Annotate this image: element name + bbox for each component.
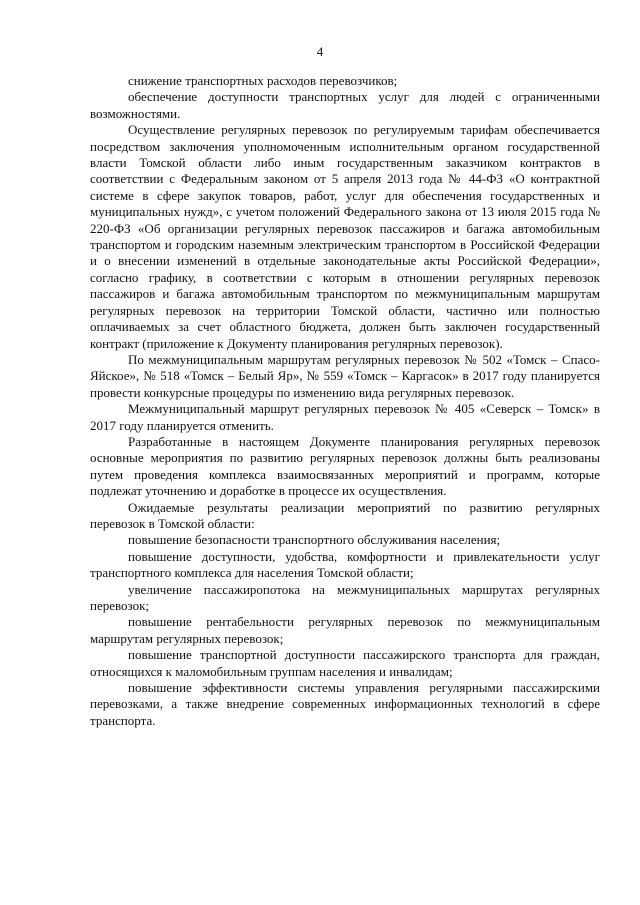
list-item: повышение безопасности транспортного обслуживания населения; <box>128 532 501 548</box>
document-body <box>90 73 600 729</box>
list-item: повышение транспортной доступности пассажирского транспорта для граждан, относящихся к маломобильным группам населения и инвалидам; <box>90 647 600 679</box>
paragraph: Ожидаемые результаты реализации мероприятий по развитию регулярных перевозок в Томской области: <box>90 499 600 531</box>
list-item: повышение доступности, удобства, комфортности и привлекательности услуг транспортного комплекса для населения Томской области; <box>90 548 600 581</box>
paragraph: Межмуниципальный маршрут регулярных перевозок № 405 «Северск – Томск» в 2017 году планируется отменить. <box>90 401 600 433</box>
paragraph: Разработанные в настоящем Документе планирования регулярных перевозок основные мероприятия по развитию регулярных перевозок должны быть реализованы путем проведения комплекса взаимосвязанных мероприятий и программ, которые подлежат уточнению и доработке в процессе их осуществления. <box>90 433 600 499</box>
page-number: 4 <box>316 44 324 59</box>
list-item: увеличение пассажиропотока на межмуниципальных маршрутах регулярных перевозок; <box>90 581 600 613</box>
paragraph: Осуществление регулярных перевозок по регулируемым тарифам обеспечивается посредством заключения уполномоченным исполнительным органом государственной власти Томской области либо иным государственным заказчиком контрактов в соответствии с Федеральным законом от 5 апреля 2013 года № 44-ФЗ «О контрактной системе в сфере закупок товаров, работ, услуг для обеспечения государственных и муниципальных нужд», с учетом положений Федерального закона от 13 июля 2015 года № 220-ФЗ «Об организации регулярных перевозок пассажиров и багажа автомобильным транспортом и городским наземным электрическим транспортом в Российской Федерации и о внесении изменений в отдельные законодательные акты Российской Федерации», согласно графику, в соответствии с которым в отношении регулярных перевозок пассажиров и багажа автомобильным транспортом по межмуниципальным маршрутам регулярных перевозок на территории Томской области, частично или полностью оплачиваемых за счет областного бюджета, должен быть заключен государственный контракт (приложение к Документу планирования регулярных перевозок). <box>90 122 600 351</box>
paragraph: снижение транспортных расходов перевозчиков; <box>128 73 398 88</box>
paragraph: обеспечение доступности транспортных услуг для людей с ограниченными возможностями. <box>90 89 600 121</box>
list-item: повышение эффективности системы управления регулярными пассажирскими перевозками, а также внедрение современных информационных технологий в сфере транспорта. <box>90 680 600 728</box>
list-item: повышение рентабельности регулярных перевозок по межмуниципальным маршрутам регулярных перевозок; <box>90 614 600 646</box>
paragraph: По межмуниципальным маршрутам регулярных перевозок № 502 «Томск – Спасо-Яйское», № 518 «Томск – Белый Яр», № 559 «Томск – Каргасок» в 2017 году планируется провести конкурсные процедуры по изменению вида регулярных перевозок. <box>90 351 600 400</box>
